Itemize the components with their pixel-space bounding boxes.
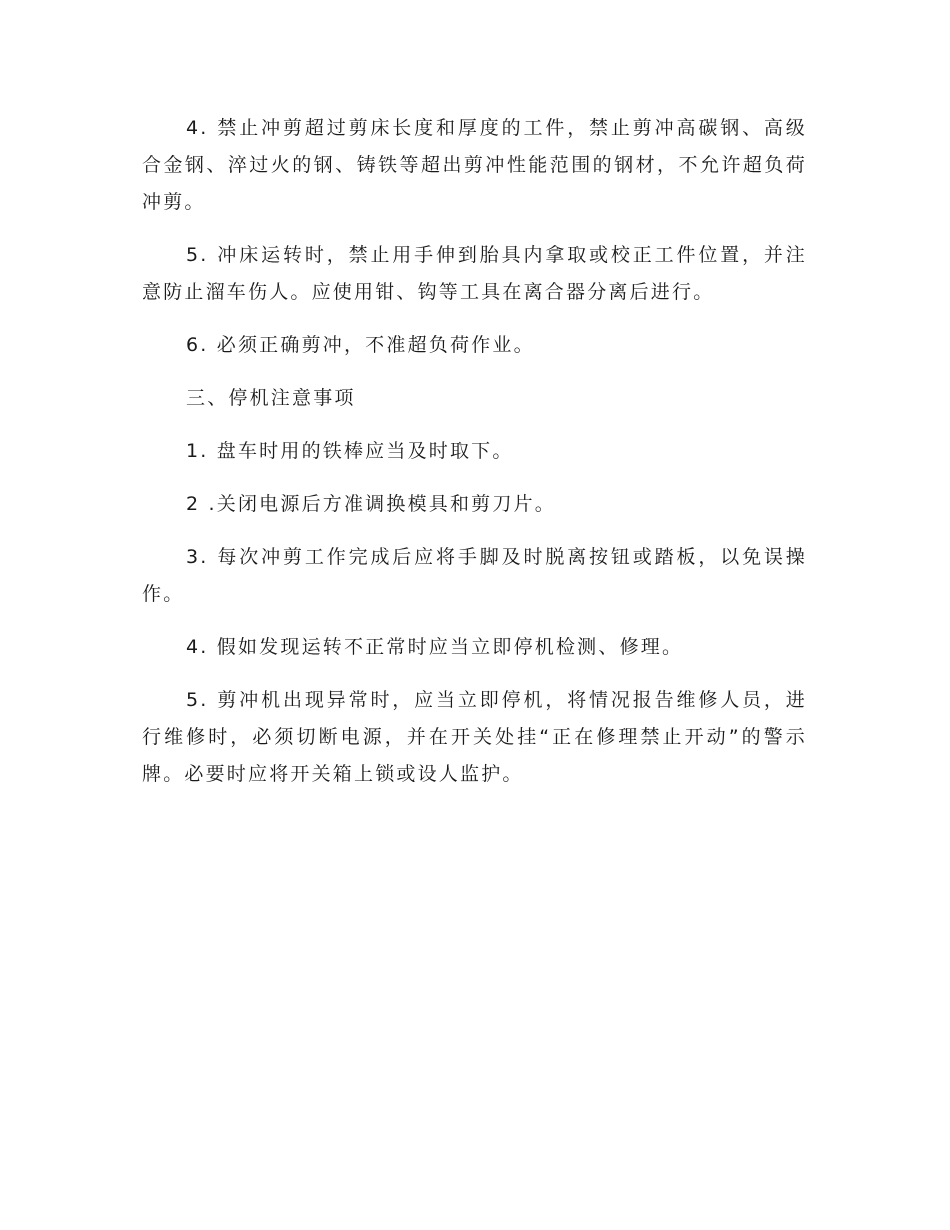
paragraph-item-6-correct-operation: 6. 必须正确剪冲，不准超负荷作业。 (186, 334, 535, 356)
paragraph-shutdown-item-1: 1. 盘车时用的铁棒应当及时取下。 (186, 440, 514, 462)
document-body (142, 110, 807, 809)
section-heading-shutdown: 三、停机注意事项 (186, 387, 356, 409)
paragraph-item-5-hand-safety: 5. 冲床运转时，禁止用手伸到胎具内拿取或校正工件位置，并注意防止溜车伤人。应使用钳、钩等工具在离合器分离后进行。 (142, 244, 807, 303)
paragraph-shutdown-item-4: 4. 假如发现运转不正常时应当立即停机检测、修理。 (186, 636, 684, 658)
paragraph-shutdown-item-5: 5. 剪冲机出现异常时，应当立即停机，将情况报告维修人员，进行维修时，必须切断电源，并在开关处挂“正在修理禁止开动”的警示牌。必要时应将开关箱上锁或设人监护。 (142, 689, 807, 785)
paragraph-shutdown-item-3: 3. 每次冲剪工作完成后应将手脚及时脱离按钮或踏板，以免误操作。 (142, 546, 807, 605)
paragraph-item-4-overshear: 4. 禁止冲剪超过剪床长度和厚度的工件，禁止剪冲高碳钢、高级合金钢、淬过火的钢、铸铁等超出剪冲性能范围的钢材，不允许超负荷冲剪。 (142, 117, 807, 213)
paragraph-shutdown-item-2: 2 .关闭电源后方准调换模具和剪刀片。 (186, 493, 556, 515)
